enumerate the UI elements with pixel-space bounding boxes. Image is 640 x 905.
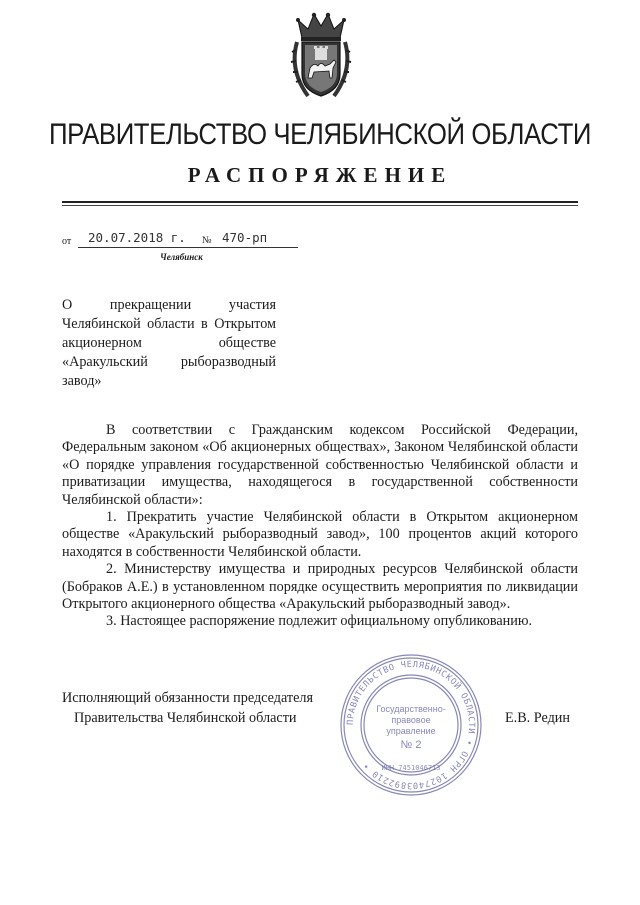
- official-stamp: [338, 652, 484, 798]
- stamp-line-1: Государственно-: [376, 704, 446, 714]
- header-rule-thick: [62, 201, 578, 203]
- date-prefix: от: [62, 236, 72, 247]
- clause-2: 2. Министерству имущества и природных ресурсов Челябинской области (Бобраков А.Е.) в установленном порядке осуществить мероприятия по ликвидации Открытого акционерного общества «Аракульский рыборазводный завод».: [62, 561, 578, 613]
- stamp-inn: ИНН 7451046713: [381, 764, 441, 772]
- stamp-line-3: управление: [386, 726, 436, 736]
- signer-title-line-2: Правительства Челябинской области: [74, 710, 297, 726]
- signer-title-line-1: Исполняющий обязанности председателя: [62, 690, 313, 706]
- document-subject: О прекращении участия Челябинской области в Открытом акционерном обществе «Аракульский рыборазводный завод»: [62, 297, 276, 389]
- clause-1: 1. Прекратить участие Челябинской области в Открытом акционерном обществе «Аракульский рыборазводный завод», 100 процентов акций которого находятся в собственности Челябинской области.: [62, 509, 578, 560]
- stamp-line-2: правовое: [391, 715, 431, 725]
- organization-title: ПРАВИТЕЛЬСТВО ЧЕЛЯБИНСКОЙ ОБЛАСТИ: [48, 118, 592, 151]
- coat-of-arms-icon: [288, 12, 354, 102]
- document-city: Челябинск: [160, 252, 203, 262]
- number-underline: [218, 247, 298, 248]
- document-type: РАСПОРЯЖЕНИЕ: [187, 163, 453, 187]
- stamp-number: № 2: [400, 739, 422, 751]
- number-prefix: №: [202, 235, 212, 246]
- signer-name: Е.В. Редин: [505, 710, 570, 726]
- document-body: [62, 422, 578, 631]
- clause-3: 3. Настоящее распоряжение подлежит официальному опубликованию.: [106, 613, 533, 630]
- date-number-line: [62, 230, 322, 252]
- preamble-paragraph: В соответствии с Гражданским кодексом Российской Федерации, Федеральным законом «Об акционерных обществах», Законом Челябинской области «О порядке управления государственной собственностью Челябинской области и приватизации имущества, находящегося в государственной собственности Челябинской области»:: [62, 422, 578, 508]
- document-date: 20.07.2018 г.: [88, 230, 186, 245]
- stamp-ring-text: ПРАВИТЕЛЬСТВО ЧЕЛЯБИНСКОЙ ОБЛАСТИ • ОГРН 1027403892210 •: [345, 659, 477, 791]
- document-number: 470-рп: [222, 230, 268, 245]
- header-rule-thin: [62, 205, 578, 206]
